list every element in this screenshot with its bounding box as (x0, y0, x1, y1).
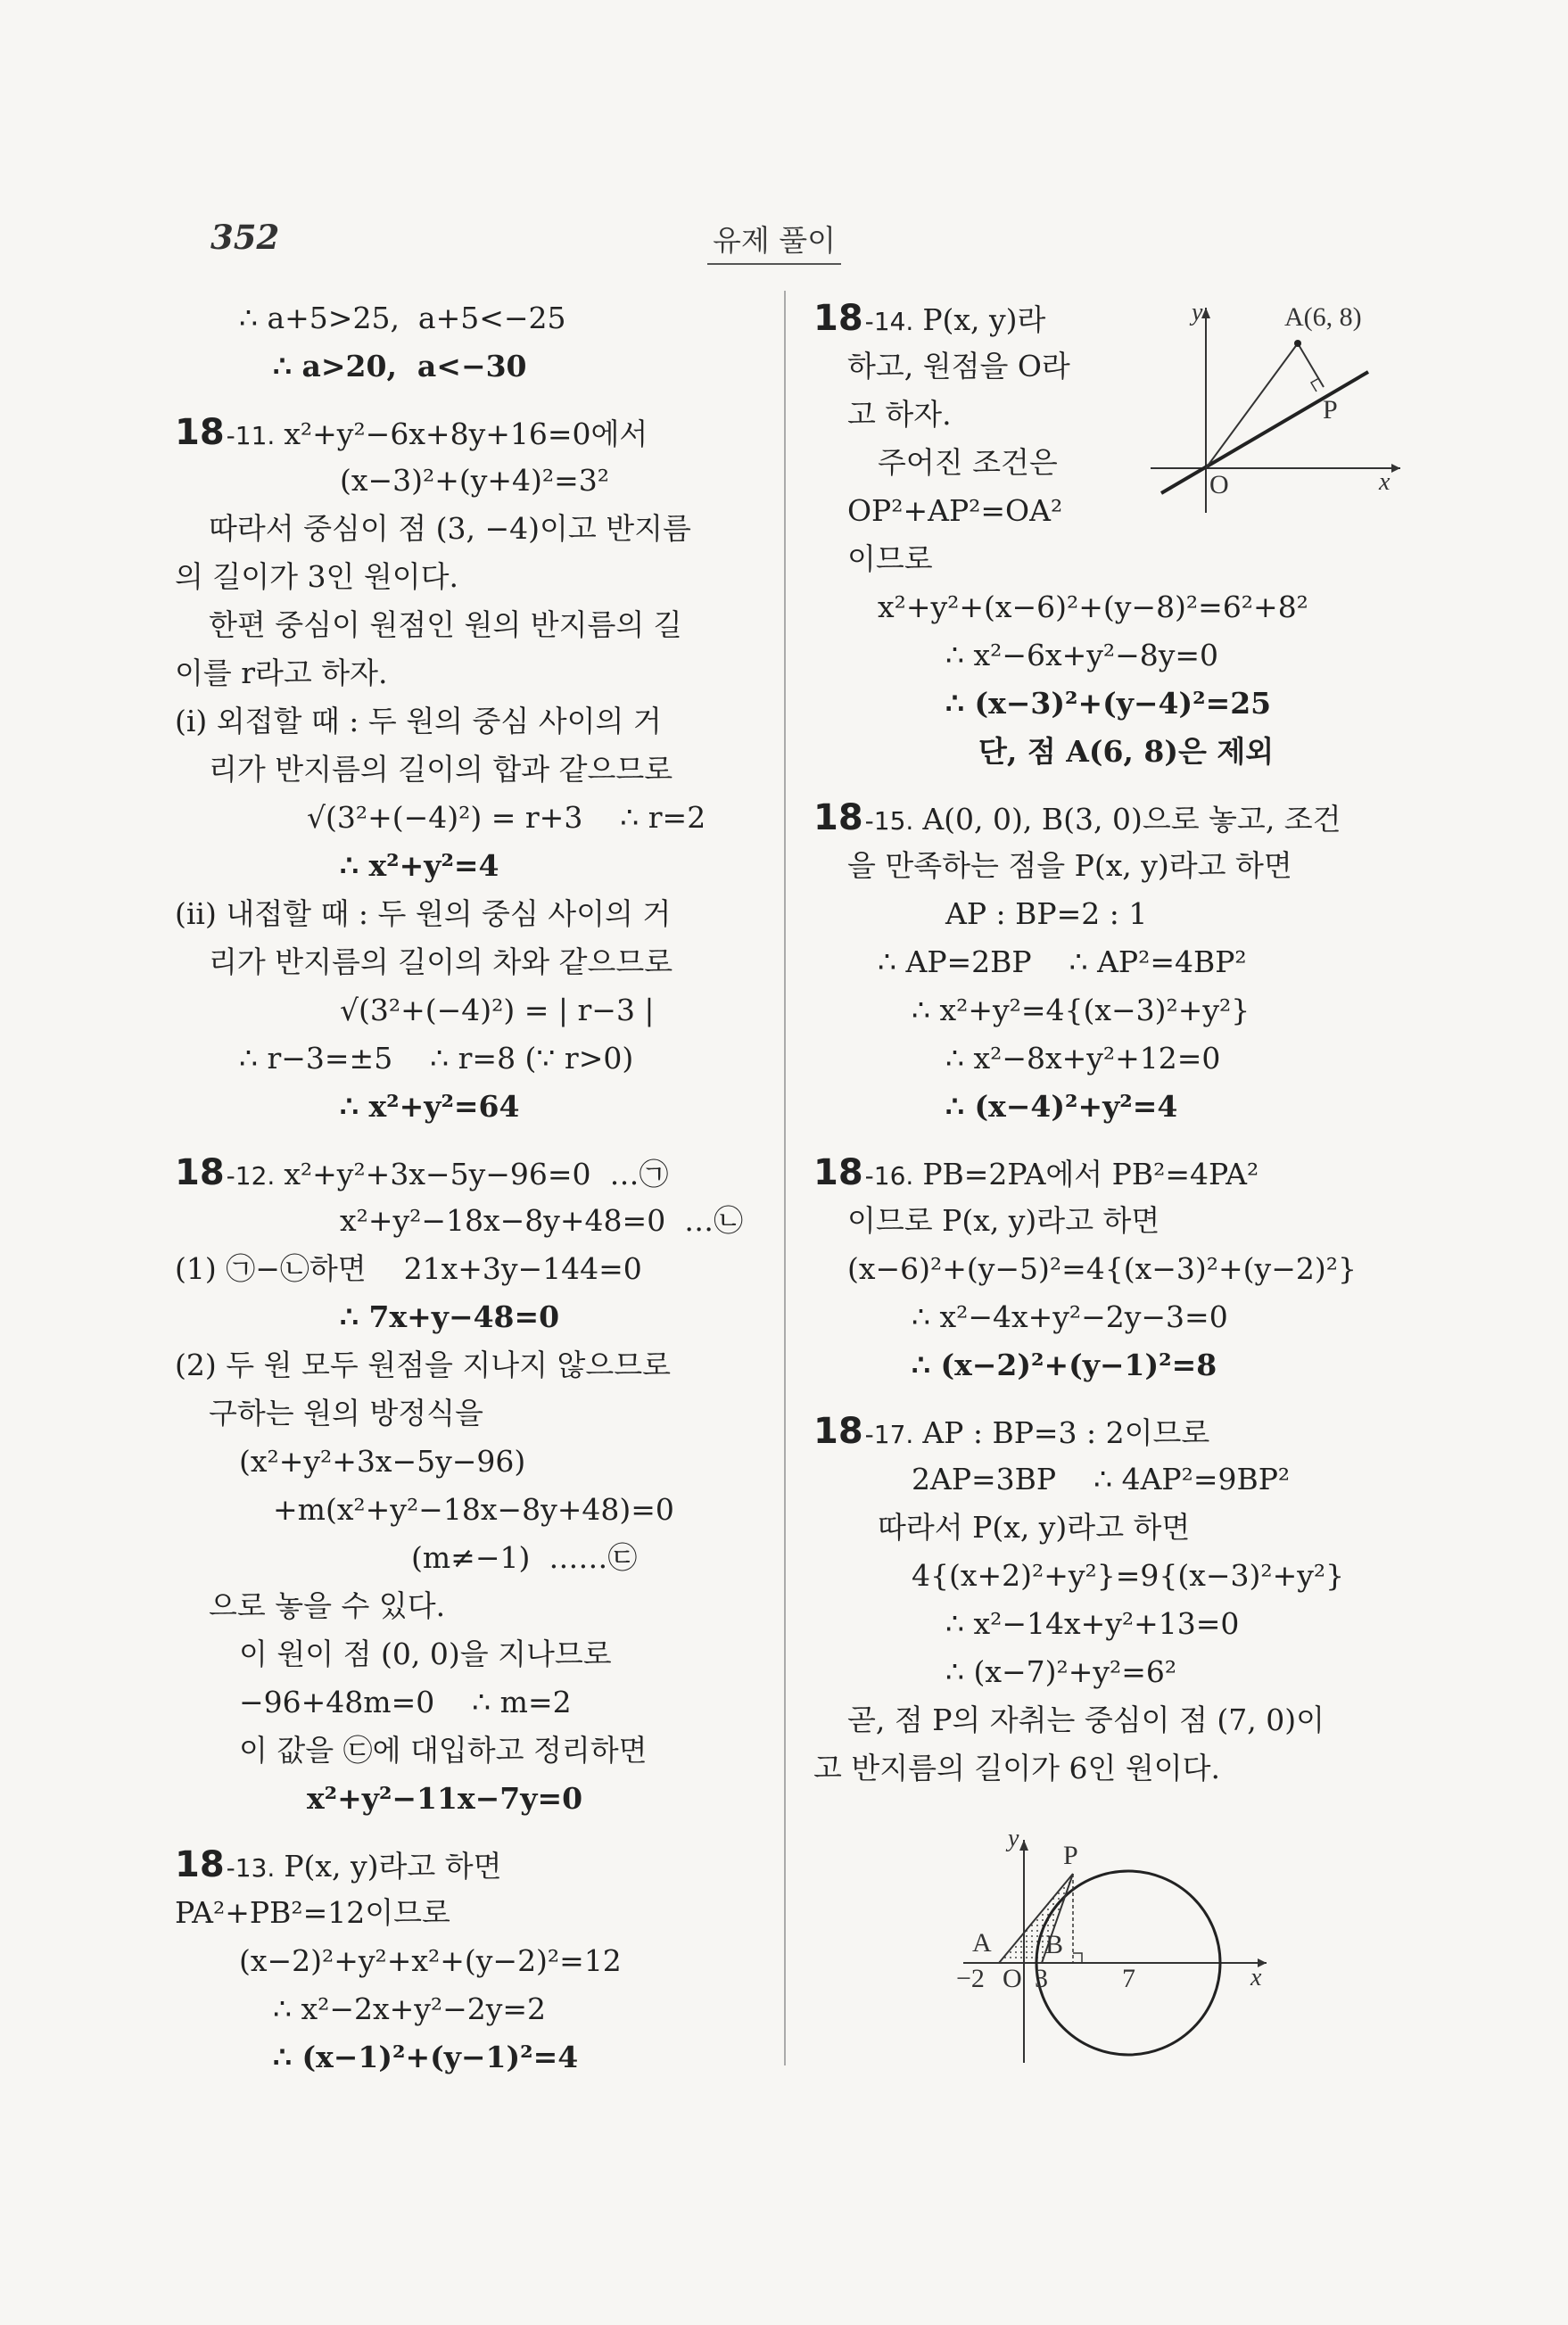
solution-line: 으로 놓을 수 있다. (209, 1588, 446, 1623)
problem-first-line: PB=2PA에서 PB²=4PA² (922, 1157, 1259, 1191)
segment-OA (1206, 343, 1298, 468)
solution-line: 따라서 중심이 점 (3, −4)이고 반지름 (209, 511, 691, 546)
solution-line: 이므로 (847, 541, 933, 576)
solution-line: 한편 중심이 원점인 원의 반지름의 길 (209, 607, 682, 642)
y-axis-label: y (1192, 299, 1203, 326)
solution-line: ∴ x²+y²=4{(x−3)²+y²} (912, 993, 1250, 1027)
problem-header (175, 1149, 755, 1197)
answer-line: ∴ a>20, a<−30 (273, 349, 527, 383)
problem-number: 18 (175, 1844, 225, 1885)
solution-line: 따라서 P(x, y)라고 하면 (878, 1510, 1191, 1545)
solution-line: x²+y²+(x−6)²+(y−8)²=6²+8² (878, 589, 1308, 624)
answer-line: ∴ 7x+y−48=0 (340, 1299, 560, 1334)
solution-line: 2AP=3BP ∴ 4AP²=9BP² (912, 1462, 1291, 1496)
answer-line: 단, 점 A(6, 8)은 제외 (978, 734, 1275, 769)
column-divider (784, 291, 786, 2065)
solution-line: 하고, 원점을 O라 (847, 349, 1070, 383)
right-column-text (813, 583, 1393, 1793)
solution-line: 이를 r라고 하자. (175, 655, 388, 690)
solution-line: (2) 두 원 모두 원점을 지나지 않으므로 (175, 1348, 671, 1382)
solution-line: 구하는 원의 방정식을 (209, 1396, 483, 1430)
problem-header (813, 1149, 1393, 1197)
solution-line: OP²+AP²=OA² (847, 493, 1063, 528)
solution-line: (x−3)²+(y+4)²=3² (340, 463, 610, 498)
problem-first-line: P(x, y)라고 하면 (284, 1849, 502, 1884)
x-axis-label: x (1250, 1964, 1262, 1991)
point-P-label: P (1323, 395, 1338, 425)
solution-line: ∴ x²−6x+y²−8y=0 (945, 638, 1219, 672)
solution-line: ∴ a+5>25, a+5<−25 (239, 301, 566, 335)
origin-label: O (1003, 1964, 1022, 1993)
problem-number: 18 (813, 298, 863, 339)
problem-first-line: x²+y²−6x+8y+16=0에서 (284, 416, 648, 451)
solution-line: 곧, 점 P의 자취는 중심이 점 (7, 0)이 (847, 1703, 1325, 1737)
figure-18-17-svg (928, 1826, 1284, 2076)
solution-line: (i) 외접할 때 : 두 원의 중심 사이의 거 (175, 704, 662, 738)
solution-line: √(3²+(−4)²) = r+3 ∴ r=2 (307, 800, 706, 835)
problem-number: 18 (813, 1152, 863, 1193)
point-A-label: A(6, 8) (1284, 302, 1362, 332)
solution-line: 의 길이가 3인 원이다. (175, 559, 458, 594)
line-through-origin (1161, 372, 1368, 493)
point-P-label: P (1063, 1841, 1078, 1870)
figure-18-14-svg (1142, 299, 1409, 531)
x-axis-label: x (1379, 468, 1391, 496)
solution-line: 고 반지름의 길이가 6인 원이다. (813, 1751, 1220, 1785)
solution-line: 4{(x+2)²+y²}=9{(x−3)²+y²} (912, 1558, 1345, 1593)
solution-line: (ii) 내접할 때 : 두 원의 중심 사이의 거 (175, 896, 672, 931)
answer-line: ∴ x²+y²=64 (340, 1089, 520, 1124)
solution-line: 이므로 P(x, y)라고 하면 (847, 1203, 1160, 1238)
solution-line: AP : BP=2 : 1 (945, 896, 1148, 931)
solution-line: ∴ (x−7)²+y²=6² (945, 1654, 1177, 1689)
y-axis-label: y (1008, 1825, 1019, 1852)
solution-line: (x−2)²+y²+x²+(y−2)²=12 (239, 1943, 622, 1978)
right-angle-mark (1073, 1953, 1082, 1963)
solution-line: 이 값을 ㉢에 대입하고 정리하면 (239, 1733, 648, 1768)
solution-line: ∴ r−3=±5 ∴ r=8 (∵ r>0) (239, 1041, 634, 1076)
problem-first-line: AP : BP=3 : 2이므로 (922, 1415, 1210, 1450)
solution-line: 리가 반지름의 길이의 차와 같으므로 (209, 944, 673, 979)
answer-line: ∴ (x−3)²+(y−4)²=25 (945, 686, 1272, 721)
problem-sub-number: -14. (864, 307, 914, 336)
problem-number: 18 (813, 797, 863, 838)
right-column-top-text (813, 294, 1135, 583)
problem-number: 18 (813, 1411, 863, 1452)
solution-line: x²+y²−18x−8y+48=0 …㉡ (340, 1203, 744, 1238)
solution-line: ∴ x²−8x+y²+12=0 (945, 1041, 1221, 1076)
answer-line: ∴ (x−1)²+(y−1)²=4 (273, 2040, 579, 2074)
solution-line: (m≠−1) ……㉢ (411, 1540, 638, 1575)
solution-line: (1) ㉠−㉡하면 21x+3y−144=0 (175, 1251, 642, 1286)
problem-number: 18 (175, 412, 225, 453)
tick-label-3: 3 (1035, 1964, 1048, 1993)
section-title: 유제 풀이 (707, 218, 841, 265)
solution-line: 이 원이 점 (0, 0)을 지나므로 (239, 1637, 612, 1671)
problem-header (175, 408, 755, 457)
problem-sub-number: -13. (226, 1853, 276, 1883)
problem-sub-number: -15. (864, 806, 914, 836)
problem-header (175, 1841, 755, 1889)
solution-line: −96+48m=0 ∴ m=2 (239, 1685, 572, 1719)
segment-AP (1298, 343, 1324, 387)
point-A-dot (1294, 340, 1301, 347)
tick-label-7: 7 (1122, 1964, 1135, 1993)
problem-first-line: A(0, 0), B(3, 0)으로 놓고, 조건 (922, 802, 1341, 837)
point-A-label: A (972, 1928, 992, 1958)
spacer (813, 1131, 1393, 1149)
y-axis-arrow (1019, 1840, 1028, 1851)
problem-sub-number: -16. (864, 1161, 914, 1191)
problem-sub-number: -17. (864, 1420, 914, 1449)
spacer (175, 391, 755, 408)
answer-line: ∴ x²+y²=4 (340, 848, 499, 883)
solution-line: 주어진 조건은 (878, 445, 1058, 480)
solution-line: (x²+y²+3x−5y−96) (239, 1444, 526, 1479)
spacer (175, 1823, 755, 1841)
left-column (175, 294, 755, 2082)
spacer (813, 1389, 1393, 1407)
point-B-label: B (1045, 1930, 1064, 1959)
answer-line: ∴ (x−2)²+(y−1)²=8 (912, 1348, 1217, 1382)
solution-line: √(3²+(−4)²) = | r−3 | (340, 993, 655, 1027)
problem-number: 18 (175, 1152, 225, 1193)
solution-line: ∴ x²−4x+y²−2y−3=0 (912, 1299, 1228, 1334)
problem-header (813, 294, 1135, 342)
solution-line: ∴ x²−2x+y²−2y=2 (273, 1991, 547, 2026)
problem-header (813, 794, 1393, 842)
right-angle-mark (1311, 378, 1319, 392)
answer-line: ∴ (x−4)²+y²=4 (945, 1089, 1178, 1124)
problem-sub-number: -11. (226, 421, 276, 450)
problem-sub-number: -12. (226, 1161, 276, 1191)
solution-line: 리가 반지름의 길이의 합과 같으므로 (209, 752, 673, 787)
origin-label: O (1209, 470, 1229, 499)
spacer (175, 1131, 755, 1149)
tick-label-neg2: −2 (956, 1964, 985, 1993)
problem-first-line: x²+y²+3x−5y−96=0 …㉠ (284, 1157, 669, 1191)
solution-line: (x−6)²+(y−5)²=4{(x−3)²+(y−2)²} (847, 1251, 1357, 1286)
solution-line: ∴ x²−14x+y²+13=0 (945, 1606, 1240, 1641)
page-number: 352 (210, 218, 280, 257)
spacer (813, 776, 1393, 794)
y-axis-arrow (1201, 308, 1210, 318)
figure-18-14 (1142, 299, 1409, 531)
x-axis-arrow (1391, 464, 1400, 473)
solution-line: 을 만족하는 점을 P(x, y)라고 하면 (847, 848, 1292, 883)
solution-line: 고 하자. (847, 397, 952, 432)
problem-first-line: P(x, y)라 (922, 302, 1046, 337)
solution-line: PA²+PB²=12이므로 (175, 1895, 450, 1930)
solution-line: ∴ AP=2BP ∴ AP²=4BP² (878, 944, 1247, 979)
answer-line: x²+y²−11x−7y=0 (307, 1781, 583, 1816)
problem-header (813, 1407, 1393, 1455)
solution-line: +m(x²+y²−18x−8y+48)=0 (273, 1492, 674, 1527)
figure-18-17 (928, 1826, 1284, 2076)
